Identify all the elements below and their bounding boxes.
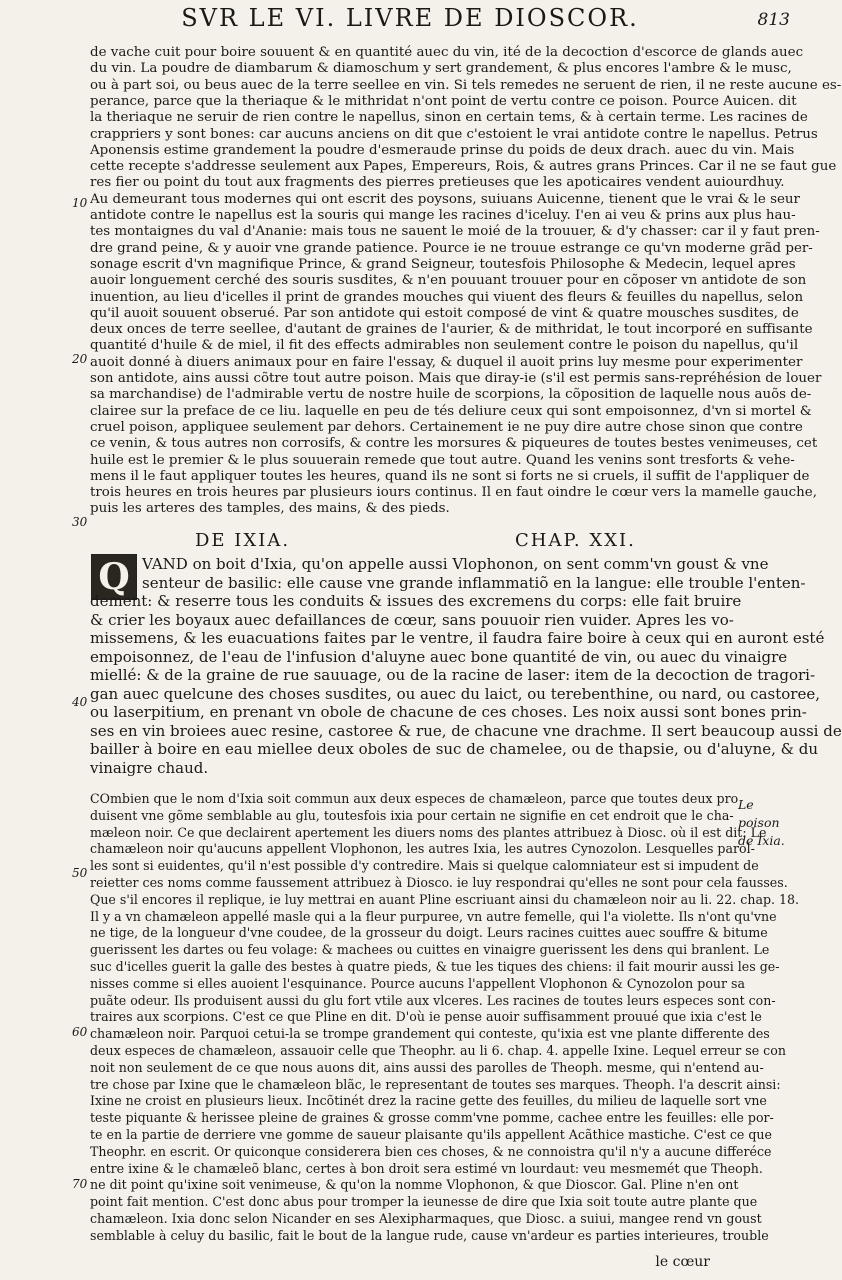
text-line: sa marchandise) de l'admirable vertu de nostre huile de scorpions, la cõposition de laquelle nous auõs de- <box>90 387 812 403</box>
text-line: empoisonnez, de l'eau de l'infusion d'aluyne auec bone quantité de vin, ou auec du vinaigre <box>90 647 788 666</box>
margin-note: Le poison de Ixia. <box>738 797 785 848</box>
text-line: ce venin, & tous autres non corrosifs, & contre les morsures & piqueures de toutes bestes venimeuses, cet <box>90 436 818 452</box>
text-line: de vache cuit pour boire souuent & en quantité auec du vin, ité de la decoction d'escorce de glands auec <box>90 45 804 60</box>
text-line: bailler à boire en eau miellee deux oboles de suc de chamelee, ou de thapsie, ou d'aluyne, & du <box>90 740 819 758</box>
text-line: trois heures en trois heures par plusieurs iours continus. Il en faut oindre le cœur vers la mamelle gauche, <box>90 485 817 501</box>
text-line: mens il le faut appliquer toutes les heures, quand ils ne sont si forts ne si cruels, il suffit de l'appliquer de <box>90 468 810 484</box>
text-line: inuention, au lieu d'icelles il print de grandes mouches qui viuent des fleurs & feuilles du napellus, selon <box>90 289 804 305</box>
text-line: son antidote, ains aussi cõtre tout autre poison. Mais que diray-ie (s'il est permis sans-repréhésion de louer <box>90 371 822 386</box>
text-line: traires aux scorpions. C'est ce que Pline en dit. D'où ie pense auoir suffisamment prouué que ixia c'est le <box>90 1009 762 1025</box>
chapter-number: CHAP. XXI. <box>515 530 636 551</box>
text-line: la theriaque ne seruir de rien contre le napellus, sinon en certain tems, & à certain terme. Les racines de <box>90 110 808 126</box>
text-line: quantité d'huile & de miel, il fit des effects admirables non seulement contre le poison du napellus, qu'il <box>90 338 799 354</box>
text-line: ou laserpitium, en prenant vn obole de chacune de ces choses. Les noix aussi sont bones prin- <box>90 703 807 721</box>
text-line: miellé: & de la graine de rue sauuage, ou de la racine de laser: item de la decoction de tragori- <box>90 666 816 684</box>
text-line: semblable à celuy du basilic, fait le bout de la langue rude, cause vn'ardeur es parties interieures, trouble <box>90 1227 769 1243</box>
text-line: chamæleon noir. Parquoi cetui-la se trompe grandement qui conteste, qu'ixia est vne plante differente des <box>90 1026 770 1042</box>
page-number: 813 <box>757 10 790 30</box>
text-line: duisent vne gõme semblable au glu, toutesfois ixia pour certain ne signifie en cet endroit que le cha- <box>90 807 734 823</box>
text-line: Aponensis estime grandement la poudre d'esmeraude prinse du poids de deux drach. auec du vin. Mais <box>90 142 795 158</box>
text-line: dre grand peine, & y auoir vne grande patience. Pource ie ne trouue estrange ce qu'vn moderne grãd per- <box>90 240 813 256</box>
text-line: clairee sur la preface de ce liu. laquelle en peu de tés deliure ceux qui sont empoisonnez, d'vn si mortel & <box>90 403 812 419</box>
text-line: cette recepte s'addresse seulement aux Papes, Empereurs, Rois, & autres grans Princes. Car il ne se faut gue <box>90 159 837 175</box>
text-line: auoir longuement cerché des souris susdites, & n'en pouuant trouuer pour en cõposer vn antidote de son <box>90 273 807 289</box>
text-line: suc d'icelles guerit la galle des bestes à quatre pieds, & tue les tiques des chiens: il fait mourir aussi les ge- <box>90 959 780 974</box>
running-head: SVR LE VI. LIVRE DE DIOSCOR. <box>181 4 639 32</box>
text-line: ne tige, de la longueur d'vne coudee, de la grosseur du doigt. Leurs racines cuittes auec souffre & bitume <box>90 925 768 941</box>
text-line: huile est le premier & le plus souuerain remede que tout autre. Quand les venins sont tresforts & vehe- <box>90 452 795 468</box>
text-line: & crier les boyaux auec defaillances de cœur, sans pouuoir rien vuider. Apres les vo- <box>90 610 734 629</box>
catchword: le cœur <box>655 1254 710 1270</box>
text-line: Que s'il encores il replique, ie luy mettrai en auant Pline escriuant ainsi du chamæleon noir au li. 22. chap. 18. <box>90 891 800 907</box>
text-line: deux onces de terre seellee, d'autant de graines de l'aurier, & de mithridat, le tout incorporé en suffisante <box>90 322 813 338</box>
text-line: entre ixine & le chamæleõ blanc, certes à bon droit sera estimé vn lourdaut: veu mesmemét que Theoph. <box>90 1160 763 1176</box>
text-line: antidote contre le napellus est la souris qui mange les racines d'iceluy. I'en ai veu & prins aux plus hau- <box>90 208 796 223</box>
text-line: ou à part soi, ou beus auec de la terre seellee en vin. Si tels remedes ne seruent de rien, il ne reste aucune es- <box>90 77 842 93</box>
text-line: auoit donné à diuers animaux pour en faire l'essay, & duquel il auoit prins luy mesme pour experimenter <box>90 354 803 370</box>
text-line: chamæleon. Ixia donc selon Nicander en ses Alexipharmaques, que Diosc. a suiui, mangee rend vn goust <box>90 1211 762 1226</box>
text-line: qu'il auoit souuent obserué. Par son antidote qui estoit composé de vint & quatre mousches susdites, de <box>90 305 799 321</box>
text-line: Theophr. en escrit. Or quiconque considerera bien ces choses, & ne connoistra qu'il n'y a aucune differéce <box>90 1143 772 1159</box>
page-header <box>0 4 800 40</box>
line-number: 20 <box>72 352 88 366</box>
text-line: noit non seulement de ce que nous auons dit, ains aussi des parolles de Theoph. mesme, qui n'entend au- <box>90 1059 764 1075</box>
text-line: ne dit point qu'ixine soit venimeuse, & qu'on la nomme Vlophonon, & que Dioscor. Gal. Pline n'en ont <box>90 1177 739 1193</box>
text-line: crappriers y sont bones: car aucuns anciens on dit que c'estoient le vrai antidote contre le napellus. Petrus <box>90 126 818 142</box>
text-line: puis les arteres des tamples, des mains, & des pieds. <box>90 501 450 517</box>
text-line: COmbien que le nom d'Ixia soit commun aux deux especes de chamæleon, parce que toutes deux pro <box>90 791 739 806</box>
line-number: 50 <box>72 866 88 880</box>
text-line: chamæleon noir qu'aucuns appellent Vlophonon, les autres Ixia, les autres Cynozolon. Lesquelles parol- <box>90 841 755 857</box>
text-line: dement: & reserre tous les conduits & issues des excremens du corps: elle fait bruire <box>90 592 742 610</box>
line-number: 70 <box>72 1177 88 1191</box>
text-line: Il y a vn chamæleon appellé masle qui a la fleur purpuree, vn autre femelle, qui l'a violette. Ils n'ont qu'vne <box>90 908 777 924</box>
line-number: 10 <box>72 196 88 210</box>
text-line: missemens, & les euacuations faites par le ventre, il faudra faire boire à ceux qui en auront esté <box>90 629 825 647</box>
text-line: du vin. La poudre de diambarum & diamoschum y sert grandement, & plus encores l'ambre & le musc, <box>90 61 792 77</box>
text-line: tes montaignes du val d'Ananie: mais tous ne sauent le moié de la trouuer, & d'y chasser: car il y faut pren- <box>90 224 820 240</box>
text-line: tre chose par Ixine que le chamæleon blãc, le representant de toutes ses marques. Theoph. l'a descrit ainsi: <box>90 1076 781 1092</box>
text-line: reietter ces noms comme faussement attribuez à Diosco. ie luy respondrai qu'elles ne sont pour cela fausses. <box>90 875 788 890</box>
text-line: te en la partie de derriere vne gomme de saueur plaisante qu'ils appellent Acãthice mastiche. C'est ce que <box>90 1127 772 1142</box>
line-number: 60 <box>72 1025 88 1039</box>
text-line: res fier ou point du tout aux fragments des pierres pretieuses que les apoticaires vendent auiourdhuy. <box>90 175 785 191</box>
text-line: VAND on boit d'Ixia, qu'on appelle aussi Vlophonon, on sent comm'vn goust & vne <box>142 555 769 573</box>
text-line: deux especes de chamæleon, assauoir celle que Theophr. au li 6. chap. 4. appelle Ixine. Lequel erreur se con <box>90 1043 786 1058</box>
text-line: senteur de basilic: elle cause vne grande inflammatiõ en la langue: elle trouble l'enten- <box>142 573 806 592</box>
text-line: gan auec quelcune des choses susdites, ou auec du laict, ou terebenthine, ou nard, ou castoree, <box>90 684 820 703</box>
text-line: point fait mention. C'est donc abus pour tromper la ieunesse de dire que Ixia soit toute autre plante que <box>90 1194 758 1210</box>
text-line: teste piquante & herissee pleine de graines & grosse comm'vne pomme, cachee entre les feuilles: elle por- <box>90 1110 774 1126</box>
text-line: cruel poison, appliquee seulement par dehors. Certainement ie ne puy dire autre chose sinon que contre <box>90 419 803 435</box>
decorated-initial: Q <box>91 554 137 600</box>
line-number: 30 <box>72 515 88 529</box>
chapter-title: DE IXIA. <box>195 530 291 551</box>
text-line: guerissent les dartes ou feu volage: & machees ou cuittes en vinaigre guerissent les dens qui branlent. Le <box>90 942 770 958</box>
line-number: 40 <box>72 695 88 709</box>
text-line: puãte odeur. Ils produisent aussi du glu fort vtile aux vlceres. Les racines de toutes leurs especes sont con- <box>90 992 776 1008</box>
text-line: perance, parce que la theriaque & le mithridat n'ont point de vertu contre ce poison. Pource Auicen. dit <box>90 93 797 109</box>
text-line: Ixine ne croist en plusieurs lieux. Incõtinét drez la racine gette des feuilles, du milieu de laquelle sort vne <box>90 1093 767 1109</box>
text-line: Au demeurant tous modernes qui ont escrit des poysons, suiuans Auicenne, tienent que le vrai & le seur <box>90 191 800 207</box>
text-line: mæleon noir. Ce que declairent apertement les diuers noms des plantes attribuez à Diosc. où il est dit: Le <box>90 824 767 840</box>
text-line: nisses comme si elles auoient l'esquinance. Pource aucuns l'appellent Vlophonon & Cynozolon pour sa <box>90 975 746 991</box>
text-line: sonage escrit d'vn magnifique Prince, & grand Seigneur, toutesfois Philosophe & Medecin, lequel apres <box>90 256 796 272</box>
text-line: vinaigre chaud. <box>90 758 209 777</box>
text-line: les sont si euidentes, qu'il n'est possible d'y contredire. Mais si quelque calomniateur est si impudent de <box>90 858 759 874</box>
text-line: ses en vin broiees auec resine, castoree & rue, de chacune vne drachme. Il sert beaucoup aussi de <box>90 721 842 740</box>
